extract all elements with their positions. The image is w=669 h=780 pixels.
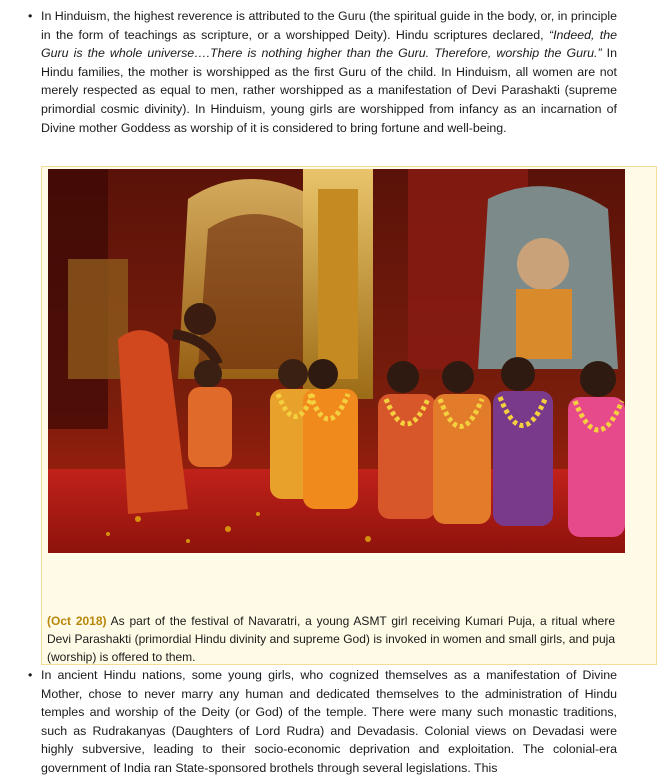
caption-date: (Oct 2018): [47, 614, 107, 628]
paragraph-guru: [28, 7, 618, 137]
caption-text: As part of the festival of Navaratri, a young ASMT girl receiving Kumari Puja, a ritual where Devi Parashakti (primordial Hindu divinity and supreme God) is invoked in women and small girls, and puja (worship) is offered to them.: [47, 614, 615, 664]
paragraph-devadasi-text: In ancient Hindu nations, some young girls, who cognized themselves as a manifestation of Divine Mother, chose to never marry any human and dedicated themselves to the administration of Hindu temples and worship of the Deity (or God) of the temple. There were many such monastic traditions, such as Rudrakanyas (Daughters of Lord Rudra) and Devadasis. Colonial views on Devadasi were highly subversive, leading to their socio-economic deprivation and exploitation. The colonial-era government of India ran State-sponsored brothels through several legislations. This: [41, 668, 617, 775]
paragraph-guru-tail: In Hindu families, the mother is worshipped as the first Guru of the child. In Hinduism, all women are not merely respected as equal to men, rather worshipped as a manifestation of Devi Parashakti (supreme primordial cosmic divinity). In Hinduism, young girls are worshipped from infancy as an incarnation of Divine mother Goddess as worship of it is considered to bring fortune and well-being.: [41, 46, 617, 135]
paragraph-devadasi: [28, 666, 617, 778]
bullet: •: [28, 668, 33, 682]
paragraph-guru-lead: In Hinduism, the highest reverence is attributed to the Guru (the spiritual guide in the body, or, in principle in the form of teachings as scripture, or a worshipped Deity). Hindu scriptures declared,: [41, 9, 617, 42]
figure-caption: [47, 612, 615, 666]
guru-quote: “Indeed, the Guru is the whole universe….There is nothing higher than the Guru. Therefore, worship the Guru.”: [41, 27, 618, 61]
bullet: •: [28, 9, 33, 23]
ceremony-photo: [48, 169, 625, 553]
